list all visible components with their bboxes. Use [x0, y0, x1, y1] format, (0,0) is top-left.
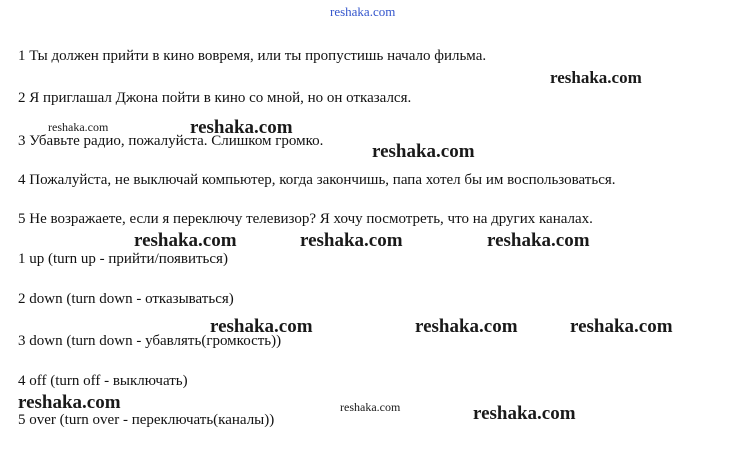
answer-line-2: 2 down (turn down - отказываться) [18, 291, 234, 307]
watermark-text: reshaka.com [473, 403, 576, 424]
sentence-line-3: 3 Убавьте радио, пожалуйста. Слишком громко. [18, 133, 324, 149]
watermark-text: reshaka.com [48, 120, 109, 134]
answer-line-1: 1 up (turn up - прийти/появиться) [18, 251, 228, 267]
sentence-line-1: 1 Ты должен прийти в кино вовремя, или ты пропустишь начало фильма. [18, 48, 487, 64]
sentence-line-2: 2 Я приглашал Джона пойти в кино со мной, но он отказался. [18, 90, 412, 106]
answer-line-4: 4 off (turn off - выключать) [18, 373, 188, 389]
watermark-text: reshaka.com [487, 230, 590, 251]
watermark-text: reshaka.com [190, 117, 293, 138]
watermark-text: reshaka.com [570, 316, 673, 337]
sentence-line-5: 5 Не возражаете, если я переключу телевизор? Я хочу посмотреть, что на других каналах. [18, 211, 593, 227]
watermark-text: reshaka.com [340, 400, 401, 414]
header-watermark: reshaka.com [330, 4, 396, 19]
watermark-text: reshaka.com [300, 230, 403, 251]
watermark-text: reshaka.com [550, 68, 642, 87]
answer-line-3: 3 down (turn down - убавлять(громкость)) [18, 333, 282, 349]
watermark-text: reshaka.com [372, 141, 475, 162]
watermark-text: reshaka.com [18, 392, 121, 413]
watermark-text: reshaka.com [415, 316, 518, 337]
watermark-text: reshaka.com [210, 316, 313, 337]
answer-line-5: 5 over (turn over - переключать(каналы)) [18, 412, 275, 428]
sentence-line-4: 4 Пожалуйста, не выключай компьютер, когда закончишь, папа хотел бы им воспользоваться. [18, 172, 616, 188]
watermark-text: reshaka.com [134, 230, 237, 251]
